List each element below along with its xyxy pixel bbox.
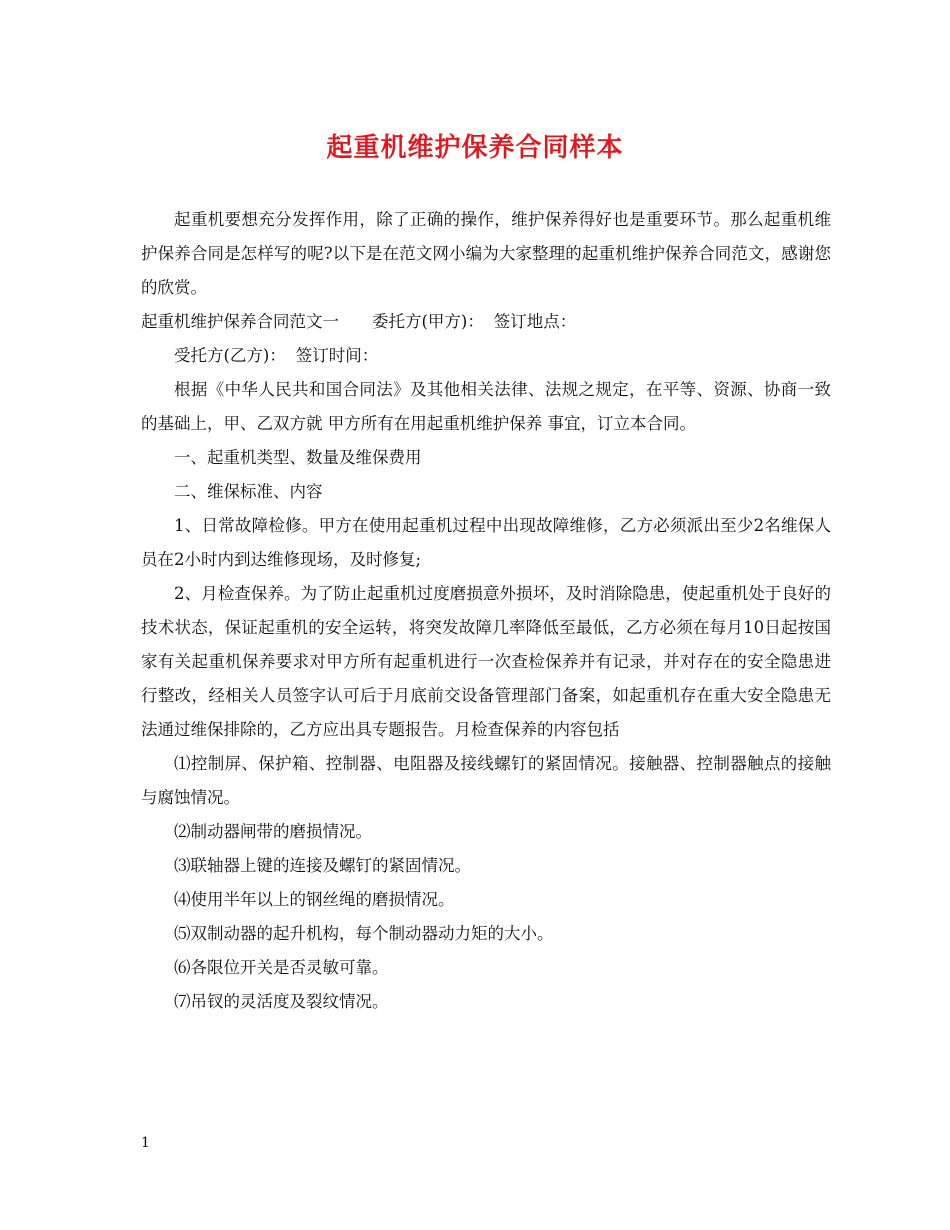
check-item: ⑷使用半年以上的钢丝绳的磨损情况。 xyxy=(174,890,455,909)
contract-heading: 起重机维护保养合同范文一 xyxy=(141,312,339,331)
contract-header-line xyxy=(141,305,831,339)
check-item: ⑶联轴器上键的连接及螺钉的紧固情况。 xyxy=(174,856,471,875)
page-number: 1 xyxy=(141,1135,150,1151)
party-a-label: 委托方(甲方)： xyxy=(372,312,484,331)
intro-paragraph: 起重机要想充分发挥作用，除了正确的操作，维护保养得好也是重要环节。那么起重机维护保养合同是怎样写的呢?以下是在范文网小编为大家整理的起重机维护保养合同范文，感谢您的欣赏。 xyxy=(141,210,831,297)
section-heading-1: 一、起重机类型、数量及维保费用 xyxy=(174,448,422,467)
section-heading-2: 二、维保标准、内容 xyxy=(174,482,323,501)
check-item: ⑸双制动器的起升机构，每个制动器动力矩的大小。 xyxy=(174,924,554,943)
clause-item-2: 2、月检查保养。为了防止起重机过度磨损意外损坏，及时消除隐患，使起重机处于良好的技术状态，保证起重机的安全运转，将突发故障几率降低至最低，乙方必须在每月10日起按国家有关起重机保养要求对甲方所有起重机进行一次查检保养并有记录，并对存在的安全隐患进行整改，经相关人员签字认可后于月底前交设备管理部门备案，如起重机存在重大安全隐患无法通过维保排除的，乙方应出具专题报告。月检查保养的内容包括 xyxy=(141,584,831,739)
preamble-paragraph: 根据《中华人民共和国合同法》及其他相关法律、法规之规定，在平等、资源、协商一致的基础上，甲、乙双方就 甲方所有在用起重机维护保养 事宜，订立本合同。 xyxy=(141,380,831,433)
check-item: ⑺吊钗的灵活度及裂纹情况。 xyxy=(174,992,389,1011)
document-title: 起重机维护保养合同样本 xyxy=(326,133,624,163)
check-item: ⑴控制屏、保护箱、控制器、电阻器及接线螺钉的紧固情况。接触器、控制器触点的接触与腐蚀情况。 xyxy=(141,754,831,807)
party-b-label: 受托方(乙方)： xyxy=(174,346,286,365)
party-b-line xyxy=(141,339,831,373)
sign-place-label: 签订地点： xyxy=(493,312,577,331)
check-item: ⑹各限位开关是否灵敏可靠。 xyxy=(174,958,389,977)
document-body xyxy=(141,203,831,1019)
sign-time-label: 签订时间： xyxy=(295,346,379,365)
check-item: ⑵制动器闸带的磨损情况。 xyxy=(174,822,372,841)
clause-item-1: 1、日常故障检修。甲方在使用起重机过程中出现故障维修，乙方必须派出至少2名维保人员在2小时内到达维修现场，及时修复; xyxy=(141,516,831,569)
